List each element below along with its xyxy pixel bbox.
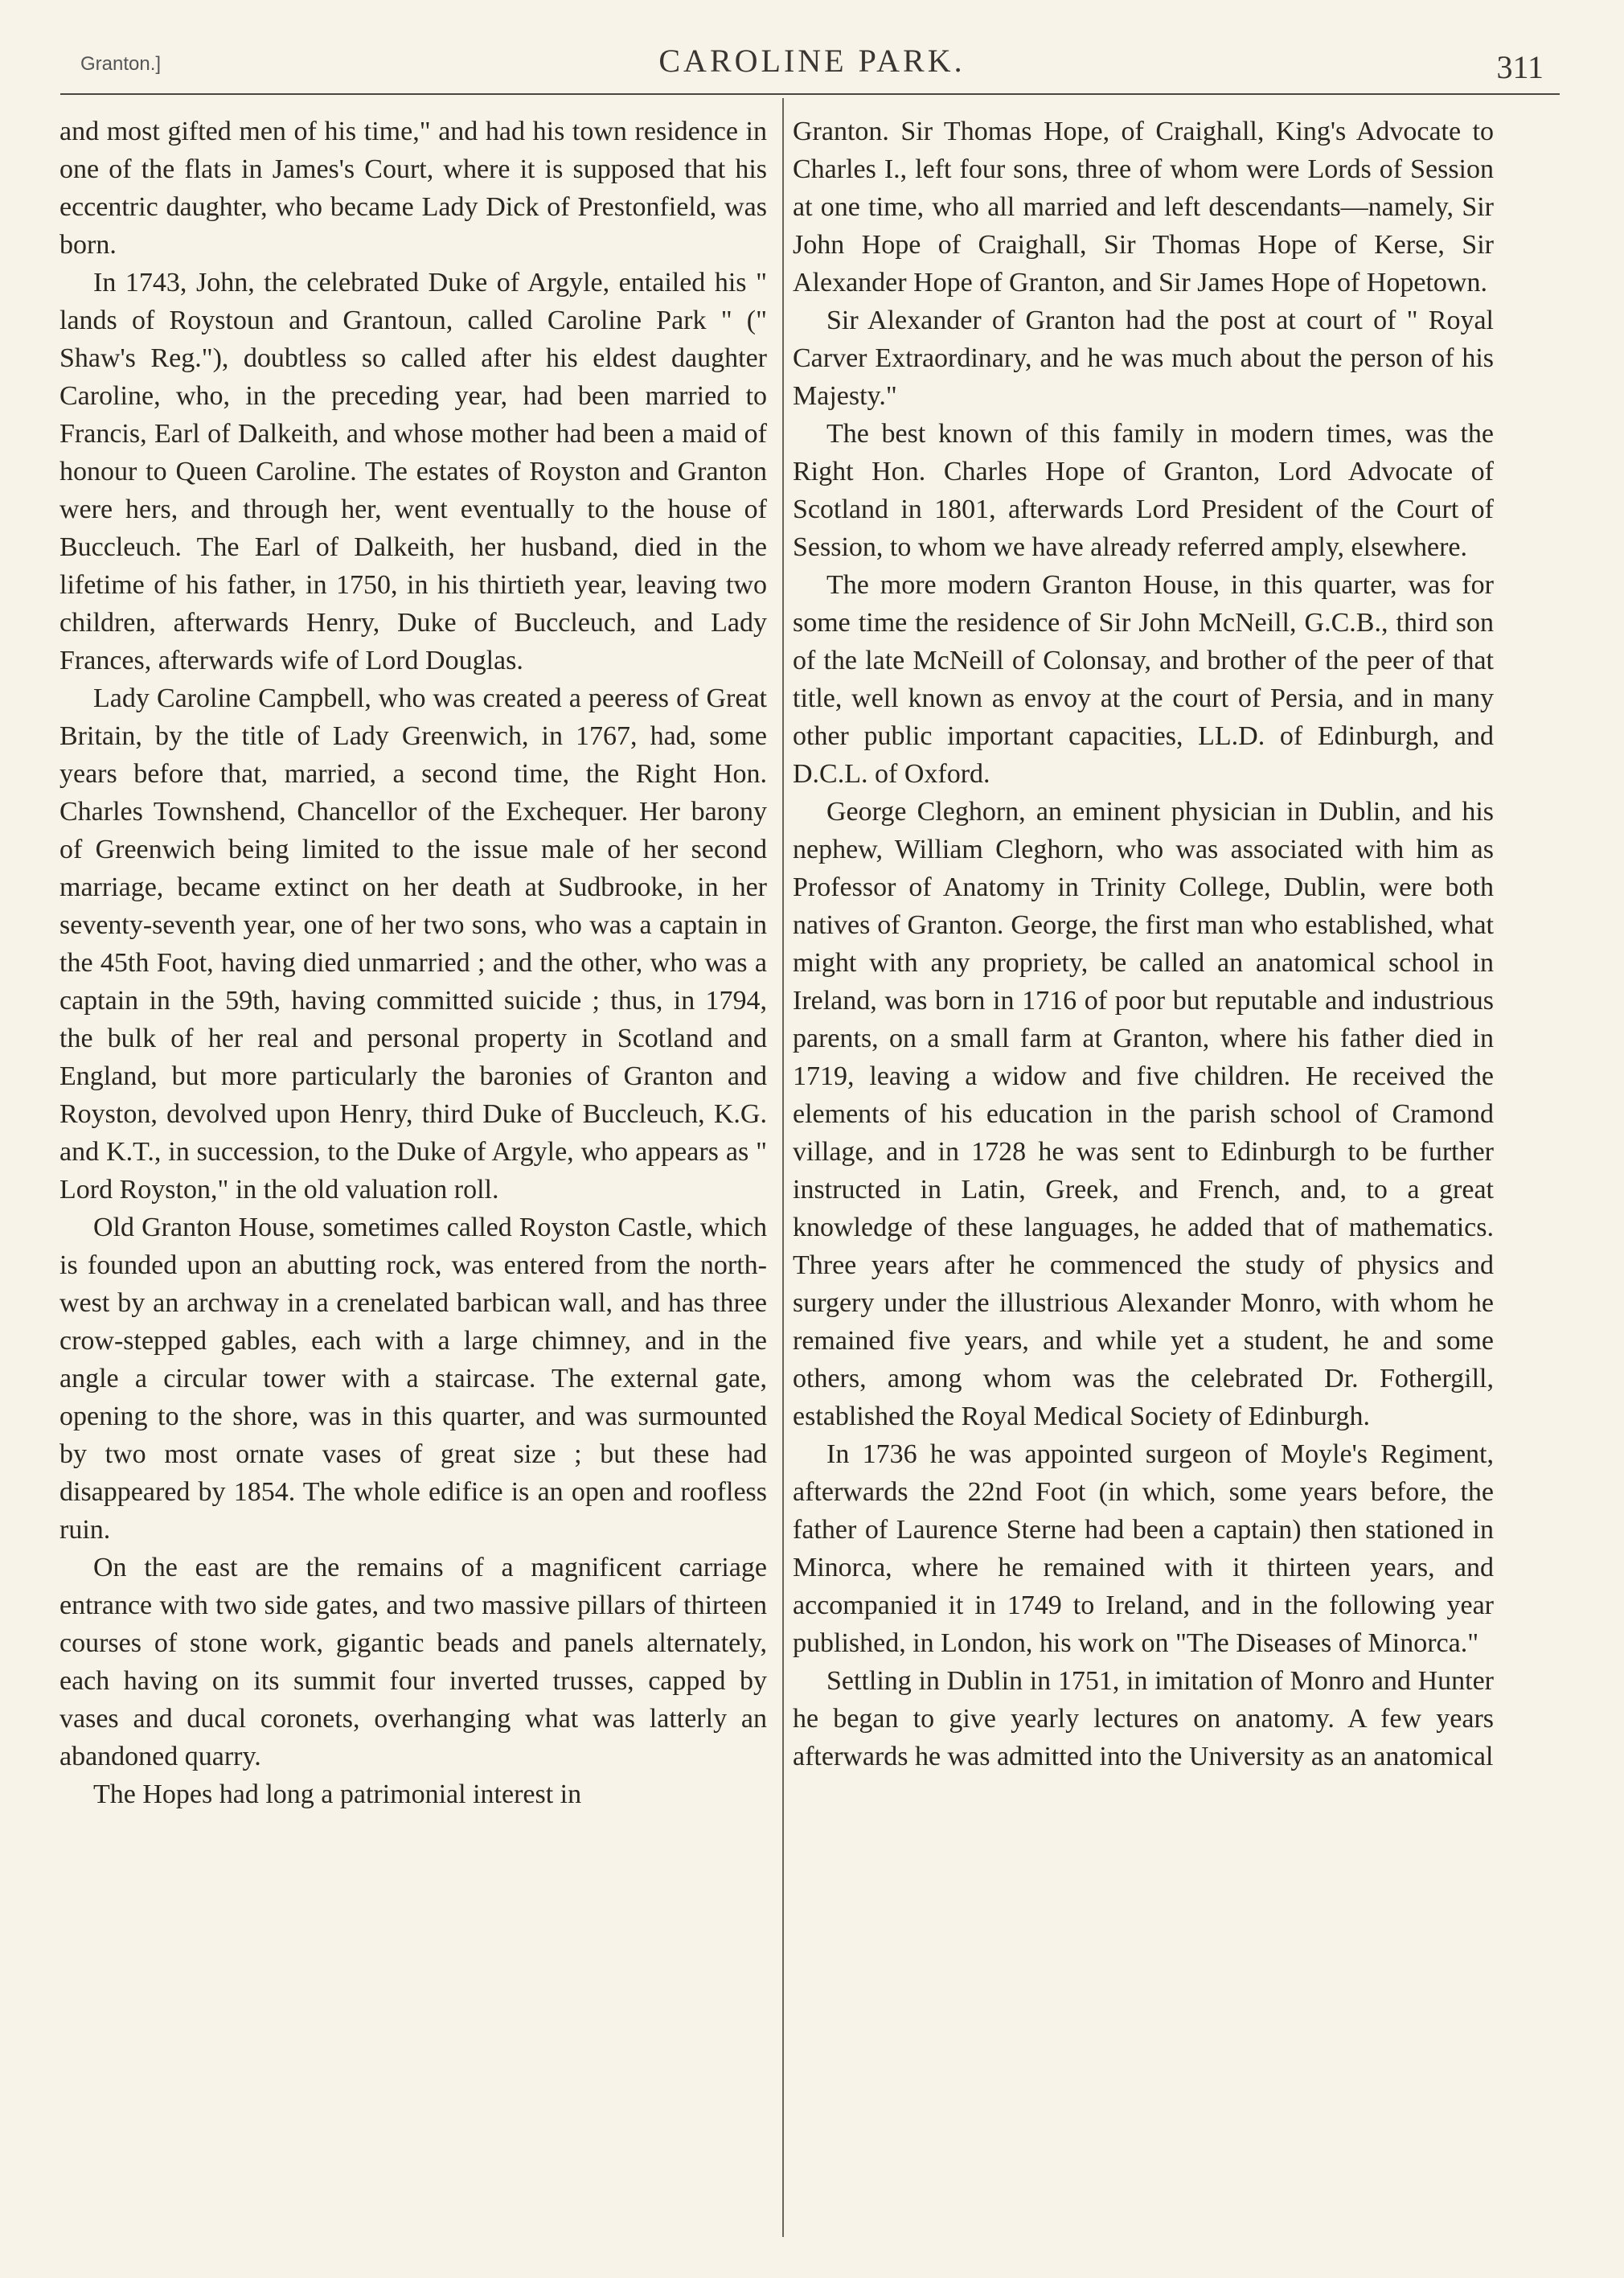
running-head: Granton.]: [80, 53, 162, 75]
paragraph: On the east are the remains of a magnificent carriage entrance with two side gates, and two massive pillars of thirteen courses of stone work, gigantic beads and panels alternately, each having on its summit four inverted trusses, capped by vases and ducal coronets, overhanging what was latterly an abandoned quarry.: [59, 1553, 767, 1771]
left-column: [59, 113, 767, 1813]
header-rule: [60, 93, 1560, 95]
paragraph: Granton. Sir Thomas Hope, of Craighall, King's Advocate to Charles I., left four sons, three of whom were Lords of Session at one time, who all married and left descendants—namely, Sir John Hope of Craighall, Sir Thomas Hope of Kerse, Sir Alexander Hope of Granton, and Sir James Hope of Hopetown.: [793, 117, 1494, 298]
page-number: 311: [1496, 49, 1544, 85]
page-header: [56, 42, 1568, 90]
paragraph: Sir Alexander of Granton had the post at court of " Royal Carver Extraordinary, and he was much about the person of his Majesty.": [793, 306, 1494, 411]
paragraph: Old Granton House, sometimes called Royston Castle, which is founded upon an abutting rock, was entered from the north-west by an archway in a crenelated barbican wall, and has three crow-stepped gables, each with a large chimney, and in the angle a circular tower with a staircase. The external gate, opening to the shore, was in this quarter, and was surmounted by two most ornate vases of great size ; but these had disappeared by 1854. The whole edifice is an open and roofless ruin.: [59, 1213, 767, 1545]
column-divider: [782, 98, 784, 2237]
page-title: CAROLINE PARK.: [658, 43, 966, 79]
paragraph: The Hopes had long a patrimonial interest in: [93, 1779, 582, 1809]
right-column: [793, 113, 1494, 1775]
paragraph: In 1736 he was appointed surgeon of Moyle's Regiment, afterwards the 22nd Foot (in which, some years before, the father of Laurence Sterne had been a captain) then stationed in Minorca, where he remained with it thirteen years, and accompanied it in 1749 to Ireland, and in the following year published, in London, his work on "The Diseases of Minorca.": [793, 1439, 1494, 1658]
paragraph: Settling in Dublin in 1751, in imitation of Monro and Hunter he began to give yearly lectures on anatomy. A few years afterwards he was admitted into the University as an anatomical: [793, 1666, 1494, 1771]
paragraph: The best known of this family in modern times, was the Right Hon. Charles Hope of Granton, Lord Advocate of Scotland in 1801, afterwards Lord President of the Court of Session, to whom we have already referred amply, elsewhere.: [793, 419, 1494, 562]
paragraph: In 1743, John, the celebrated Duke of Argyle, entailed his " lands of Roystoun and Grantoun, called Caroline Park " (" Shaw's Reg."), doubtless so called after his eldest daughter Caroline, who, in the preceding year, had been married to Francis, Earl of Dalkeith, and whose mother had been a maid of honour to Queen Caroline. The estates of Royston and Granton were hers, and through her, went eventually to the house of Buccleuch. The Earl of Dalkeith, her husband, died in the lifetime of his father, in 1750, in his thirtieth year, leaving two children, afterwards Henry, Duke of Buccleuch, and Lady Frances, afterwards wife of Lord Douglas.: [59, 268, 767, 675]
paragraph: The more modern Granton House, in this quarter, was for some time the residence of Sir John McNeill, G.C.B., third son of the late McNeill of Colonsay, and brother of the peer of that title, well known as envoy at the court of Persia, and in many other public important capacities, LL.D. of Edinburgh, and D.C.L. of Oxford.: [793, 570, 1494, 789]
paragraph: Lady Caroline Campbell, who was created a peeress of Great Britain, by the title of Lady Greenwich, in 1767, had, some years before that, married, a second time, the Right Hon. Charles Townshend, Chancellor of the Exchequer. Her barony of Greenwich being limited to the issue male of her second marriage, became extinct on her death at Sudbrooke, in her seventy-seventh year, one of her two sons, who was a captain in the 45th Foot, having died unmarried ; and the other, who was a captain in the 59th, having committed suicide ; thus, in 1794, the bulk of her real and personal property in Scotland and England, but more particularly the baronies of Granton and Royston, devolved upon Henry, third Duke of Buccleuch, K.G. and K.T., in succession, to the Duke of Argyle, who appears as " Lord Royston," in the old valuation roll.: [59, 683, 767, 1205]
paragraph: and most gifted men of his time," and had his town residence in one of the flats in James's Court, where it is supposed that his eccentric daughter, who became Lady Dick of Prestonfield, was born.: [59, 117, 767, 260]
paragraph: George Cleghorn, an eminent physician in Dublin, and his nephew, William Cleghorn, who was associated with him as Professor of Anatomy in Trinity College, Dublin, were both natives of Granton. George, the first man who established, what might with any propriety, be called an anatomical school in Ireland, was born in 1716 of poor but reputable and industrious parents, on a small farm at Granton, where his father died in 1719, leaving a widow and five children. He received the elements of his education in the parish school of Cramond village, and in 1728 he was sent to Edinburgh to be further instructed in Latin, Greek, and French, and, to a great knowledge of these languages, he added that of mathematics. Three years after he commenced the study of physics and surgery under the illustrious Alexander Monro, with whom he remained five years, and while yet a student, he and some others, among whom was the celebrated Dr. Fothergill, established the Royal Medical Society of Edinburgh.: [793, 797, 1494, 1431]
